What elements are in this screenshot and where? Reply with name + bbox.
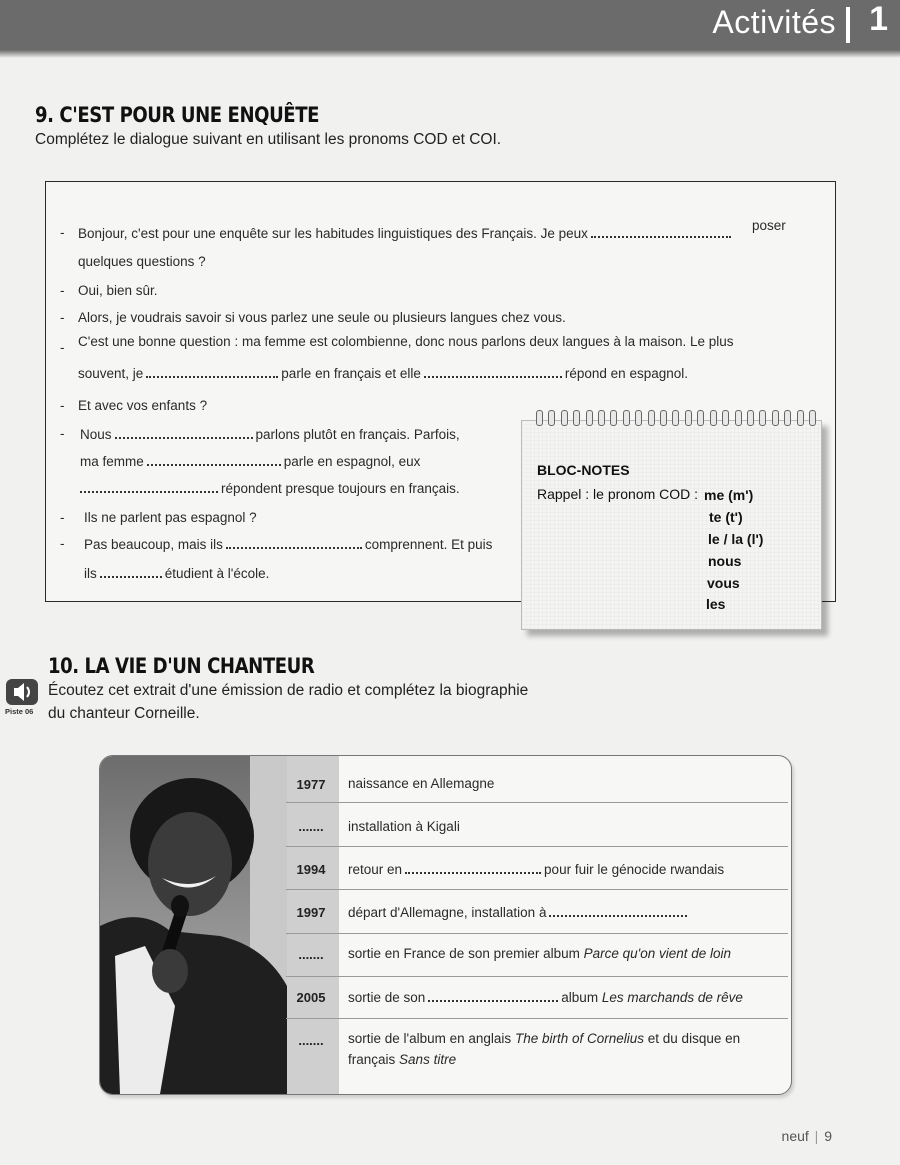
page-number: 9	[824, 1128, 832, 1144]
bio-event: retour en pour fuir le génocide rwandais	[348, 862, 725, 877]
row-divider	[286, 1018, 788, 1019]
bio-event: naissance en Allemagne	[348, 776, 495, 791]
dialog-line: ils étudient à l'école.	[84, 566, 270, 581]
bio-event: sortie de l'album en anglais The birth of Cornelius et du disque en	[348, 1031, 741, 1046]
fill-blank[interactable]	[115, 426, 253, 439]
dialog-line: ma femme parle en espagnol, eux	[80, 454, 421, 469]
section-10-title: 10. LA VIE D'UN CHANTEUR	[48, 654, 315, 678]
dialog-dash: -	[60, 536, 65, 551]
pronoun-item: le / la (l')	[708, 531, 764, 547]
bio-year: 2005	[296, 990, 326, 1005]
fill-blank[interactable]	[100, 565, 162, 578]
fill-blank[interactable]	[591, 225, 731, 238]
dialog-dash: -	[60, 283, 65, 298]
dialog-line: Pas beaucoup, mais ils comprennent. Et puis	[84, 537, 493, 552]
audio-track-label: Piste 06	[5, 707, 34, 716]
dialog-line: souvent, je parle en français et elle répond en espagnol.	[78, 366, 688, 381]
bloc-notes-card	[521, 420, 822, 630]
notepad-spiral-binding	[536, 410, 816, 432]
fill-blank[interactable]	[146, 365, 278, 378]
section-10-instruction-line1: Écoutez cet extrait d'une émission de radio et complétez la biographie	[48, 682, 529, 699]
section-9-title: 9. C'EST POUR UNE ENQUÊTE	[35, 103, 320, 127]
bio-year-blank[interactable]: .......	[298, 819, 324, 834]
dialog-line: Bonjour, c'est pour une enquête sur les habitudes linguistiques des Français. Je peux	[78, 225, 734, 241]
pronoun-item: te (t')	[709, 509, 743, 525]
dialog-line: poser	[752, 218, 786, 233]
dialog-line: Oui, bien sûr.	[78, 283, 158, 298]
pronoun-item: nous	[708, 553, 742, 569]
row-divider	[286, 933, 788, 934]
fill-blank[interactable]	[549, 904, 687, 917]
pronoun-item: me (m')	[704, 487, 754, 503]
notepad-title: BLOC-NOTES	[537, 462, 630, 478]
dialog-line: C'est une bonne question : ma femme est colombienne, donc nous parlons deux langues à la maison. Le plus	[78, 334, 734, 349]
fill-blank[interactable]	[428, 989, 558, 1002]
fill-blank[interactable]	[424, 365, 562, 378]
row-divider	[286, 802, 788, 803]
page-word: neuf	[781, 1128, 809, 1144]
dialog-line: quelques questions ?	[78, 254, 206, 269]
chapter-title: Activités	[712, 4, 836, 40]
dialog-line: Nous parlons plutôt en français. Parfois,	[80, 427, 460, 442]
section-10-instruction-line2: du chanteur Corneille.	[48, 705, 200, 722]
notepad-intro: Rappel : le pronom COD :	[537, 486, 699, 502]
dialog-dash: -	[60, 510, 65, 525]
row-divider	[286, 846, 788, 847]
bio-year-blank[interactable]: .......	[298, 1033, 324, 1048]
fill-blank[interactable]	[226, 536, 362, 549]
dialog-line: Alors, je voudrais savoir si vous parlez une seule ou plusieurs langues chez vous.	[78, 310, 566, 325]
bio-event: sortie en France de son premier album Parce qu'on vient de loin	[348, 946, 732, 961]
bio-year: 1977	[296, 777, 326, 792]
chapter-number: 1	[869, 0, 888, 38]
audio-track-icon[interactable]	[6, 679, 38, 705]
section-9-instruction: Complétez le dialogue suivant en utilisant les pronoms COD et COI.	[35, 131, 502, 148]
row-divider	[286, 976, 788, 977]
bio-event-continuation: français Sans titre	[348, 1052, 457, 1067]
dialog-dash: -	[60, 225, 65, 240]
bio-event: départ d'Allemagne, installation à	[348, 904, 690, 920]
row-divider	[286, 889, 788, 890]
singer-photo	[100, 756, 287, 1094]
header-separator	[846, 7, 850, 43]
bio-event: installation à Kigali	[348, 819, 460, 834]
dialog-dash: -	[60, 426, 65, 441]
bio-year-blank[interactable]: .......	[298, 947, 324, 962]
fill-blank[interactable]	[80, 480, 218, 493]
pronoun-item: les	[706, 596, 726, 612]
bio-event: sortie de son album Les marchands de rêve	[348, 990, 743, 1005]
fill-blank[interactable]	[147, 453, 281, 466]
bio-year: 1997	[296, 905, 326, 920]
bio-year: 1994	[296, 862, 326, 877]
dialog-dash: -	[60, 340, 65, 355]
pronoun-item: vous	[707, 575, 740, 591]
fill-blank[interactable]	[405, 861, 541, 874]
dialog-dash: -	[60, 310, 65, 325]
dialog-dash: -	[60, 398, 65, 413]
dialog-line: Et avec vos enfants ?	[78, 398, 208, 413]
dialog-line: Ils ne parlent pas espagnol ?	[84, 510, 257, 525]
dialog-line: répondent presque toujours en français.	[80, 480, 460, 496]
page-footer: neuf | 9	[781, 1128, 832, 1144]
